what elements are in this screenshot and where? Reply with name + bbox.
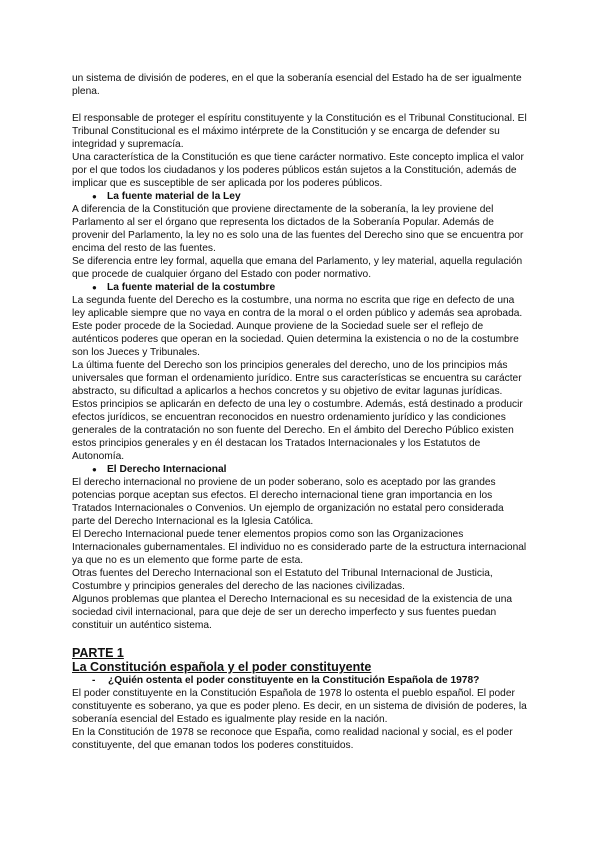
heading-text: El Derecho Internacional	[107, 464, 227, 475]
bullet-icon: ●	[92, 192, 97, 201]
dash-icon: -	[92, 675, 96, 686]
part-title: La Constitución española y el poder constituyente	[72, 660, 372, 674]
question-text: ¿Quién ostenta el poder constituyente en la Constitución Española de 1978?	[108, 675, 480, 686]
bullet-icon: ●	[92, 465, 97, 474]
document-page	[72, 72, 528, 752]
bullet-icon: ●	[92, 283, 97, 292]
question-item	[92, 674, 528, 687]
paragraph-answer-1: El poder constituyente en la Constitución Española de 1978 lo ostenta el pueblo español. El poder constituyente es soberano, ya que es poder pleno. Es decir, en un sistema de división de poderes, la soberanía esencial del Estado es igualmente play reside en la nación.	[72, 688, 527, 725]
heading-text: La fuente material de la costumbre	[107, 282, 276, 293]
paragraph-ley-formal-material: Se diferencia entre ley formal, aquella que emana del Parlamento, y ley material, aquella regulación que procede de cualquier órgano del Estado con poder normativo.	[72, 256, 523, 280]
paragraph-tribunal-constitucional: El responsable de proteger el espíritu constituyente y la Constitución es el Tribunal Constitucional. El Tribunal Constitucional es el máximo intérprete de la Constitución y se encarga de defender su integridad y supremacía.	[72, 113, 527, 150]
heading-text: La fuente material de la Ley	[107, 191, 241, 202]
heading-derecho-internacional	[92, 463, 528, 476]
paragraph-costumbre: La segunda fuente del Derecho es la costumbre, una norma no escrita que rige en defecto de una ley aplicable siempre que no vaya en contra de la moral o el orden público y además sea aprobada. Este poder procede de la Sociedad. Aunque proviene de la Sociedad suele ser el reflejo de auténticos poderes que operan en la sociedad. Quien determina la existencia o no de la costumbre son los Jueces y Tribunales.	[72, 295, 523, 358]
paragraph-internacional-4: Algunos problemas que plantea el Derecho Internacional es su necesidad de la existencia de una sociedad civil internacional, para que deje de ser un derecho imperfecto y sus fuentes puedan constituir un auténtico sistema.	[72, 594, 513, 631]
heading-fuente-costumbre	[92, 281, 528, 294]
paragraph-internacional-3: Otras fuentes del Derecho Internacional son el Estatuto del Tribunal Internacional de Justicia, Costumbre y principios generales del derecho de las naciones civilizadas.	[72, 568, 493, 592]
part-label: PARTE 1	[72, 646, 124, 660]
heading-fuente-ley	[92, 190, 528, 203]
paragraph-division-poderes: un sistema de división de poderes, en el que la soberanía esencial del Estado ha de ser igualmente plena.	[72, 73, 522, 97]
paragraph-answer-2: En la Constitución de 1978 se reconoce que España, como realidad nacional y social, es el poder constituyente, del que emanan todos los poderes constituidos.	[72, 727, 513, 751]
paragraph-internacional-2: El Derecho Internacional puede tener elementos propios como son las Organizaciones Internacionales gubernamentales. El individuo no es considerado parte de la estructura internacional ya que no es un elemento que forme parte de esta.	[72, 529, 527, 566]
paragraph-ley-parlamento: A diferencia de la Constitución que proviene directamente de la soberanía, la ley proviene del Parlamento al ser el órgano que representa los dictados de la Soberanía Popular. Además de provenir del Parlamento, la ley no es solo una de las fuentes del Derecho sino que se encuentra por encima del resto de las fuentes.	[72, 204, 524, 254]
paragraph-internacional-1: El derecho internacional no proviene de un poder soberano, solo es aceptado por las grandes potencias porque aceptan sus efectos. El derecho internacional tiene gran importancia en los Tratados Internacionales o Convenios. Un ejemplo de organización no estatal pero considerada parte del Derecho Internacional es la Iglesia Católica.	[72, 477, 504, 527]
paragraph-principios-generales: La última fuente del Derecho son los principios generales del derecho, uno de los principios más universales que forman el ordenamiento jurídico. Entre sus características se encuentra su carácter abstracto, su dificultad a aplicarlos a hechos concretos y su objetivo de evitar lagunas jurídicas. Estos principios se aplicarán en defecto de una ley o costumbre. Además, está destinado a producir efectos jurídicos, se encuentran reconocidos en nuestro ordenamiento jurídico y las condiciones generales de la contratación no son fuente del Derecho. En el ámbito del Derecho Público existen estos principios generales y en él destacan los Tratados Internacionales y los Estatutos de Autonomía.	[72, 360, 523, 462]
paragraph-caracter-normativo: Una característica de la Constitución es que tiene carácter normativo. Este concepto implica el valor por el que todos los ciudadanos y los poderes públicos están sujetos a la Constitución, además de implicar que es susceptible de ser aplicada por los poderes públicos.	[72, 152, 524, 189]
